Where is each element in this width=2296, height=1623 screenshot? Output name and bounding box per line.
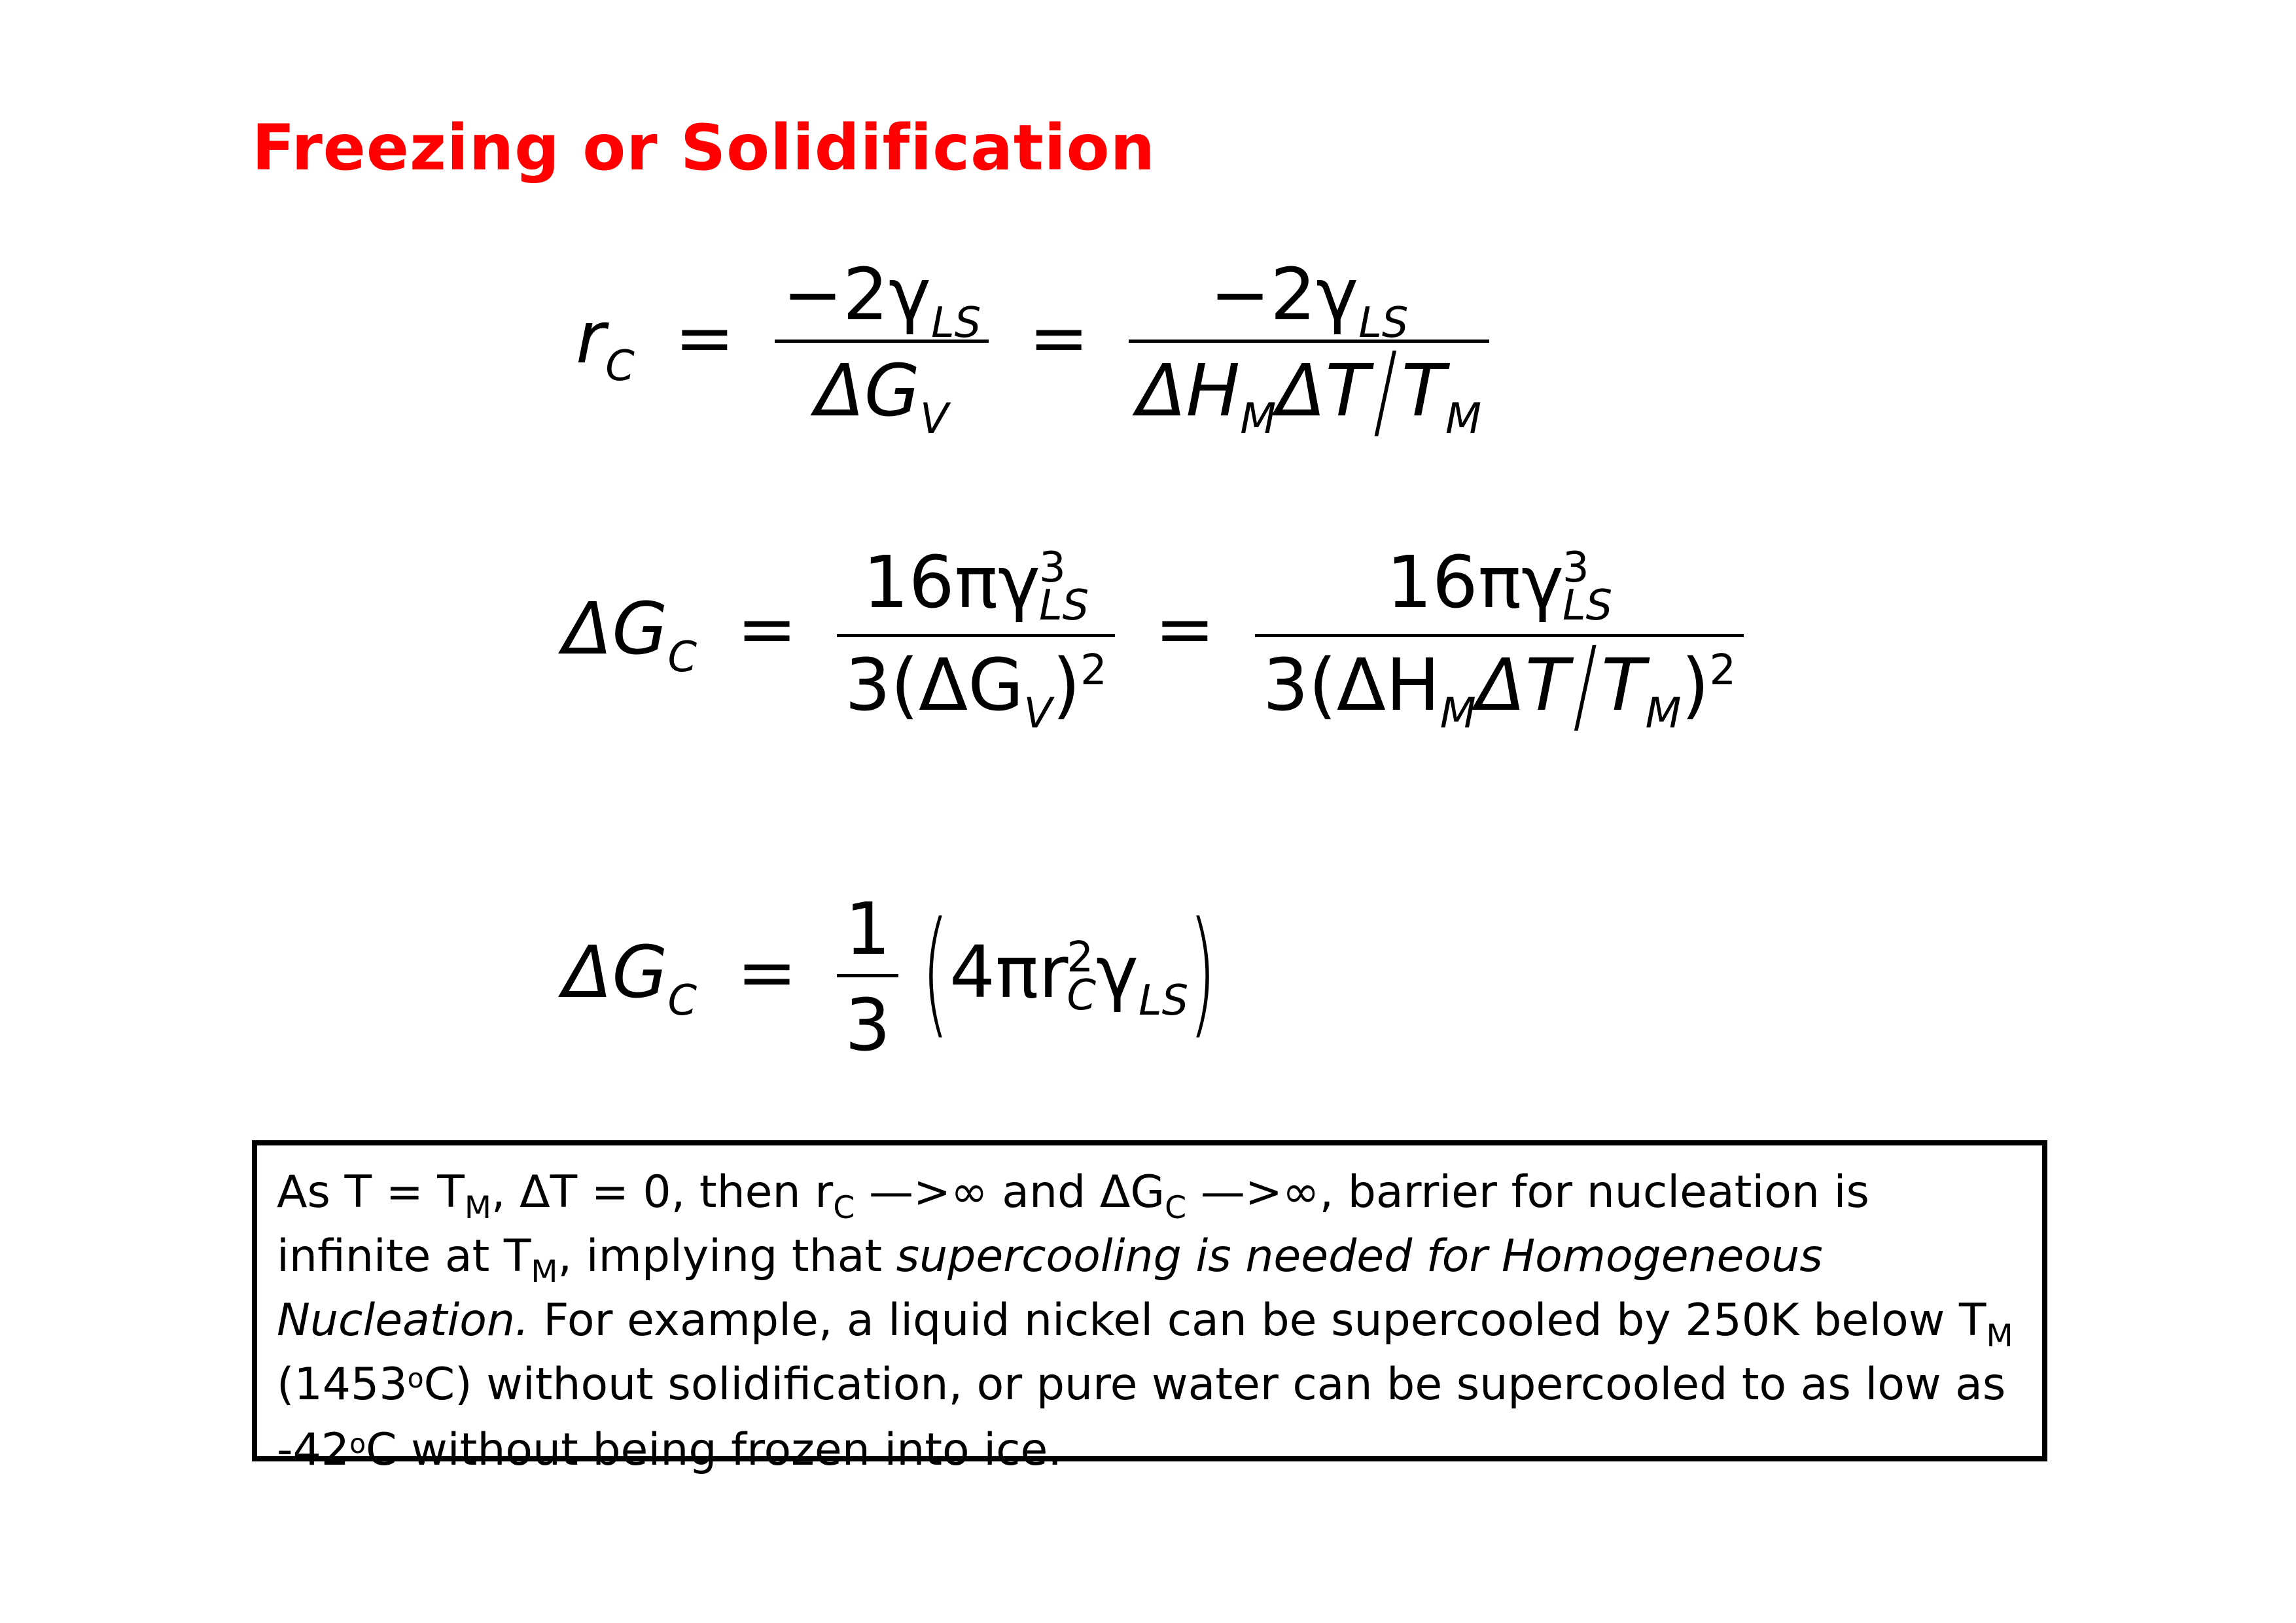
numerator-superscript: 3 <box>1039 544 1066 593</box>
note-emphasis: supercooling is needed for Homogeneous Nucleation. <box>277 1230 1823 1346</box>
denominator-subscript: V <box>919 394 949 444</box>
numerator-subscript: LS <box>931 298 981 347</box>
lhs-variable: r <box>576 295 606 379</box>
denominator-part: T <box>1601 643 1646 727</box>
slide-title: Freezing or Solidification <box>252 111 1156 184</box>
note-text: C without being frozen into ice. <box>366 1424 1063 1476</box>
denominator: 3 <box>845 983 891 1067</box>
equation-critical-radius <box>576 253 1489 451</box>
slash: / <box>1573 624 1598 746</box>
body-subscript: C <box>1067 971 1097 1020</box>
note-text: (1453 <box>277 1359 408 1410</box>
fraction-bar <box>1129 340 1489 343</box>
left-paren: ( <box>921 892 950 1052</box>
numerator: −2γ <box>782 253 932 336</box>
numerator-subscript: LS <box>1358 298 1409 347</box>
note-text: —>∞, barrier for nucleation is infinite at T <box>277 1166 1869 1282</box>
fraction-bar <box>837 974 898 977</box>
denominator-subscript: M <box>1445 394 1482 444</box>
numerator-subscript: LS <box>1563 581 1613 630</box>
note-text: , implying that <box>557 1230 896 1282</box>
equals-sign: = <box>737 930 798 1014</box>
denominator-part: ΔH <box>1137 349 1241 432</box>
numerator: 1 <box>845 887 891 971</box>
fraction-1 <box>837 540 1115 738</box>
denominator-superscript: 2 <box>1080 646 1107 695</box>
denominator-part: ) <box>1052 643 1081 727</box>
gamma: γ <box>1096 930 1139 1014</box>
numerator: 16πγ <box>1386 540 1564 624</box>
note-subscript: C <box>833 1189 855 1226</box>
equation-critical-free-energy <box>563 540 1744 746</box>
denominator-subscript: V <box>1023 689 1053 738</box>
note-subscript: M <box>464 1189 491 1226</box>
fraction-one-third <box>837 887 898 1067</box>
numerator-subscript: LS <box>1039 581 1089 630</box>
note-subscript: M <box>1986 1318 2013 1354</box>
denominator-part: ΔT <box>1475 643 1570 727</box>
fraction-bar <box>837 634 1115 637</box>
equals-sign: = <box>674 295 735 379</box>
note-box <box>252 1140 2047 1476</box>
note-superscript: o <box>407 1362 424 1394</box>
denominator-superscript: 2 <box>1709 646 1737 695</box>
equation-energy-relation <box>563 887 1217 1067</box>
equals-sign: = <box>737 586 798 671</box>
denominator-part: 3(ΔH <box>1262 643 1440 727</box>
lhs-subscript: C <box>605 341 635 391</box>
body-superscript: 2 <box>1067 934 1094 983</box>
denominator-subscript: M <box>1240 394 1277 444</box>
fraction-bar <box>1255 634 1744 637</box>
denominator-part: 3(ΔG <box>845 643 1024 727</box>
note-text: C) without solidification, or pure water can be supercooled to as low as -42 <box>277 1359 2006 1476</box>
denominator-part: T <box>1401 349 1446 432</box>
denominator-part: ) <box>1681 643 1710 727</box>
lhs-variable: ΔG <box>563 930 668 1014</box>
lhs-variable: ΔG <box>563 586 668 671</box>
denominator: ΔG <box>815 349 920 432</box>
equals-sign: = <box>1029 295 1089 379</box>
note-subscript: M <box>531 1253 558 1290</box>
denominator-subscript: M <box>1645 689 1682 738</box>
note-text: —>∞ and ΔG <box>855 1166 1165 1218</box>
fraction-2 <box>1129 253 1489 451</box>
lhs-subscript: C <box>667 633 698 682</box>
equals-sign: = <box>1154 586 1215 671</box>
fraction-2 <box>1255 540 1744 746</box>
slash: / <box>1373 330 1398 451</box>
note-subscript: C <box>1165 1189 1187 1226</box>
note-text: , ΔT = 0, then r <box>491 1166 834 1218</box>
denominator-subscript: M <box>1439 689 1476 738</box>
note-text: For example, a liquid nickel can be supercooled by 250K below T <box>529 1295 1987 1346</box>
numerator: 16πγ <box>862 540 1041 624</box>
body: 4πr <box>949 930 1069 1014</box>
fraction-1 <box>775 253 989 444</box>
numerator-superscript: 3 <box>1563 544 1589 593</box>
note-text: As T = T <box>277 1166 465 1218</box>
lhs-subscript: C <box>667 976 698 1025</box>
gamma-subscript: LS <box>1139 976 1189 1025</box>
numerator: −2γ <box>1210 253 1359 336</box>
right-paren: ) <box>1188 892 1217 1052</box>
denominator-part: ΔT <box>1276 349 1369 432</box>
note-superscript: o <box>349 1427 366 1459</box>
